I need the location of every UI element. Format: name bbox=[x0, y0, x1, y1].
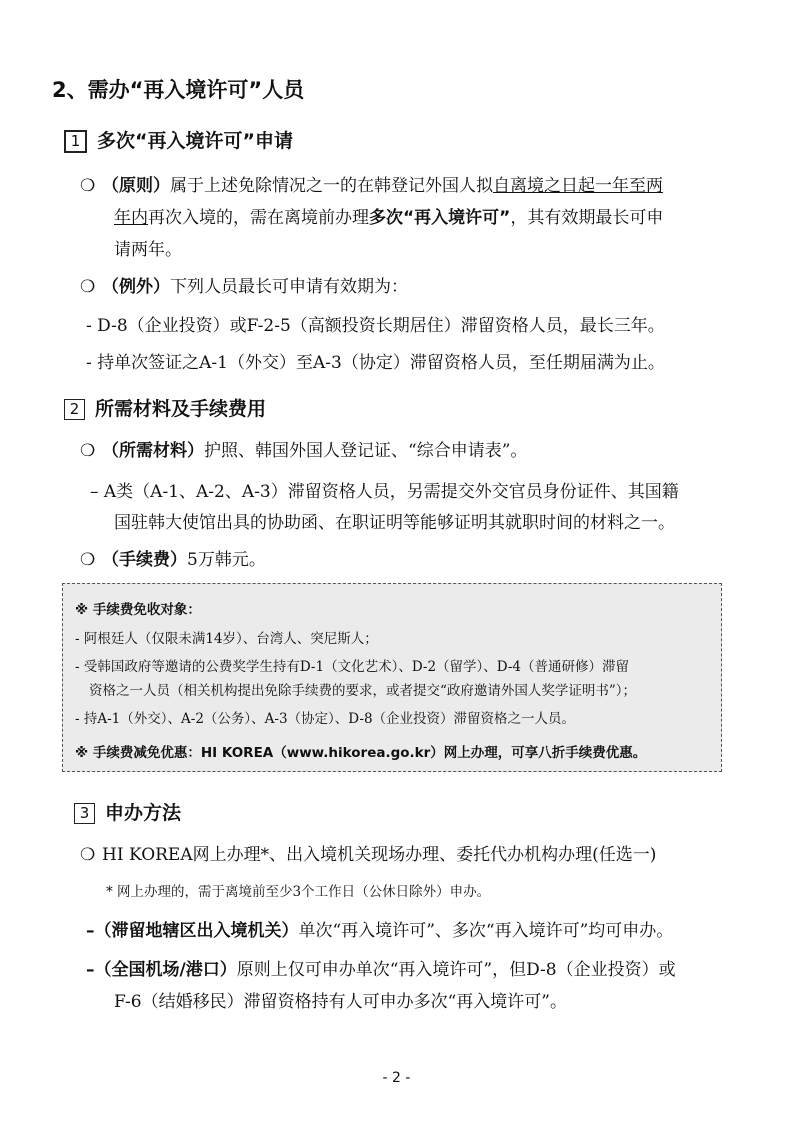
page-heading: 2、需办“再入境许可”人员 bbox=[52, 78, 305, 102]
s3-dash-2-text: 原则上仅可申办单次“再入境许可”，但D-8（企业投资）或 bbox=[236, 960, 676, 980]
notice-line-2: - 受韩国政府等邀请的公费奖学生持有D-1（文化艺术）、D-2（留学）、D-4（普通研修）滞留 bbox=[75, 659, 630, 675]
circle-bullet-icon: ❍ bbox=[80, 176, 96, 196]
page-number: - 2 - bbox=[382, 1070, 411, 1086]
s1-principle-bold: 多次“再入境许可” bbox=[369, 208, 511, 228]
section-3-number: 3 bbox=[74, 803, 95, 824]
circle-bullet-icon: ❍ bbox=[80, 845, 96, 865]
s3-dash-2-line1 bbox=[86, 955, 676, 980]
section-2-title bbox=[64, 394, 266, 421]
section-1-title-text: 多次“再入境许可”申请 bbox=[97, 130, 293, 152]
notice-line-4: - 持A-1（外交）、A-2（公务）、A-3（协定）、D-8（企业投资）滞留资格之一人员。 bbox=[75, 711, 576, 727]
s3-methods-text: HI KOREA网上办理*、出入境机关现场办理、委托代办机构办理(任选一) bbox=[102, 845, 657, 865]
s2-fee-label: （手续费） bbox=[102, 550, 187, 570]
s2-fee-text: 5万韩元。 bbox=[187, 550, 266, 570]
s1-principle-line3: 请两年。 bbox=[114, 240, 182, 260]
notice-line-3: 资格之一人员（相关机构提出免除手续费的要求，或者提交“政府邀请外国人奖学证明书”）； bbox=[89, 683, 637, 699]
s3-dash-1-label: –（滞留地辖区出入境机关） bbox=[86, 921, 299, 941]
s1-exception bbox=[80, 272, 408, 297]
s2-dash-1-line2: 国驻韩大使馆出具的协助函、在职证明等能够证明其就职时间的材料之一。 bbox=[114, 513, 675, 533]
circle-bullet-icon: ❍ bbox=[80, 550, 96, 570]
s2-materials-label: （所需材料） bbox=[102, 441, 204, 461]
notice-title: ※ 手续费免收对象： bbox=[75, 602, 201, 618]
s1-dash-2: - 持单次签证之A-1（外交）至A-3（协定）滞留资格人员，至任期届满为止。 bbox=[86, 353, 665, 373]
s3-dash-2-line2: F-6（结婚移民）滞留资格持有人可申办多次“再入境许可”。 bbox=[114, 992, 567, 1012]
s1-principle-label: （原则） bbox=[102, 176, 170, 196]
s1-dash-1: - D-8（企业投资）或F-2-5（高额投资长期居住）滞留资格人员，最长三年。 bbox=[86, 316, 665, 336]
notice-footer: ※ 手续费减免优惠：HI KOREA（www.hikorea.go.kr）网上办理，可享八折手续费优惠。 bbox=[75, 745, 647, 761]
section-2-title-text: 所需材料及手续费用 bbox=[95, 398, 267, 420]
s1-principle-text-b: 再次入境的，需在离境前办理 bbox=[148, 208, 369, 228]
s2-fee bbox=[80, 545, 266, 570]
s1-principle-underline-2: 年内 bbox=[114, 208, 148, 228]
s1-principle-line1 bbox=[80, 171, 663, 196]
s1-principle-text-a: 属于上述免除情况之一的在韩登记外国人拟 bbox=[170, 176, 493, 196]
s3-dash-1-text: 单次“再入境许可”、多次“再入境许可”均可申办。 bbox=[298, 921, 674, 941]
s1-exception-label: （例外） bbox=[102, 277, 170, 297]
s3-dash-2-label: –（全国机场/港口） bbox=[86, 960, 237, 980]
section-3-title bbox=[74, 798, 181, 825]
s1-exception-text: 下列人员最长可申请有效期为： bbox=[170, 277, 408, 297]
section-2-number: 2 bbox=[64, 399, 85, 420]
s3-methods bbox=[80, 840, 656, 865]
s1-principle-text-c: ，其有效期最长可申 bbox=[510, 208, 664, 228]
section-1-number: 1 bbox=[64, 130, 87, 153]
s3-note: * 网上办理的，需于离境前至少3个工作日（公休日除外）申办。 bbox=[106, 884, 491, 900]
section-1-title bbox=[64, 126, 293, 153]
section-3-title-text: 申办方法 bbox=[105, 802, 182, 824]
s3-dash-1 bbox=[86, 916, 673, 941]
circle-bullet-icon: ❍ bbox=[80, 441, 96, 461]
s1-principle-line2 bbox=[114, 203, 663, 228]
s1-principle-underline-1: 自离境之日起一年至两 bbox=[493, 176, 663, 196]
s2-materials bbox=[80, 436, 527, 461]
notice-line-1: - 阿根廷人（仅限未满14岁）、台湾人、突尼斯人； bbox=[75, 631, 378, 647]
fee-exemption-notice bbox=[62, 583, 722, 772]
s2-dash-1-line1: – A类（A-1、A-2、A-3）滞留资格人员，另需提交外交官员身份证件、其国籍 bbox=[90, 482, 679, 502]
s2-materials-text: 护照、韩国外国人登记证、“综合申请表”。 bbox=[204, 441, 528, 461]
circle-bullet-icon: ❍ bbox=[80, 277, 96, 297]
